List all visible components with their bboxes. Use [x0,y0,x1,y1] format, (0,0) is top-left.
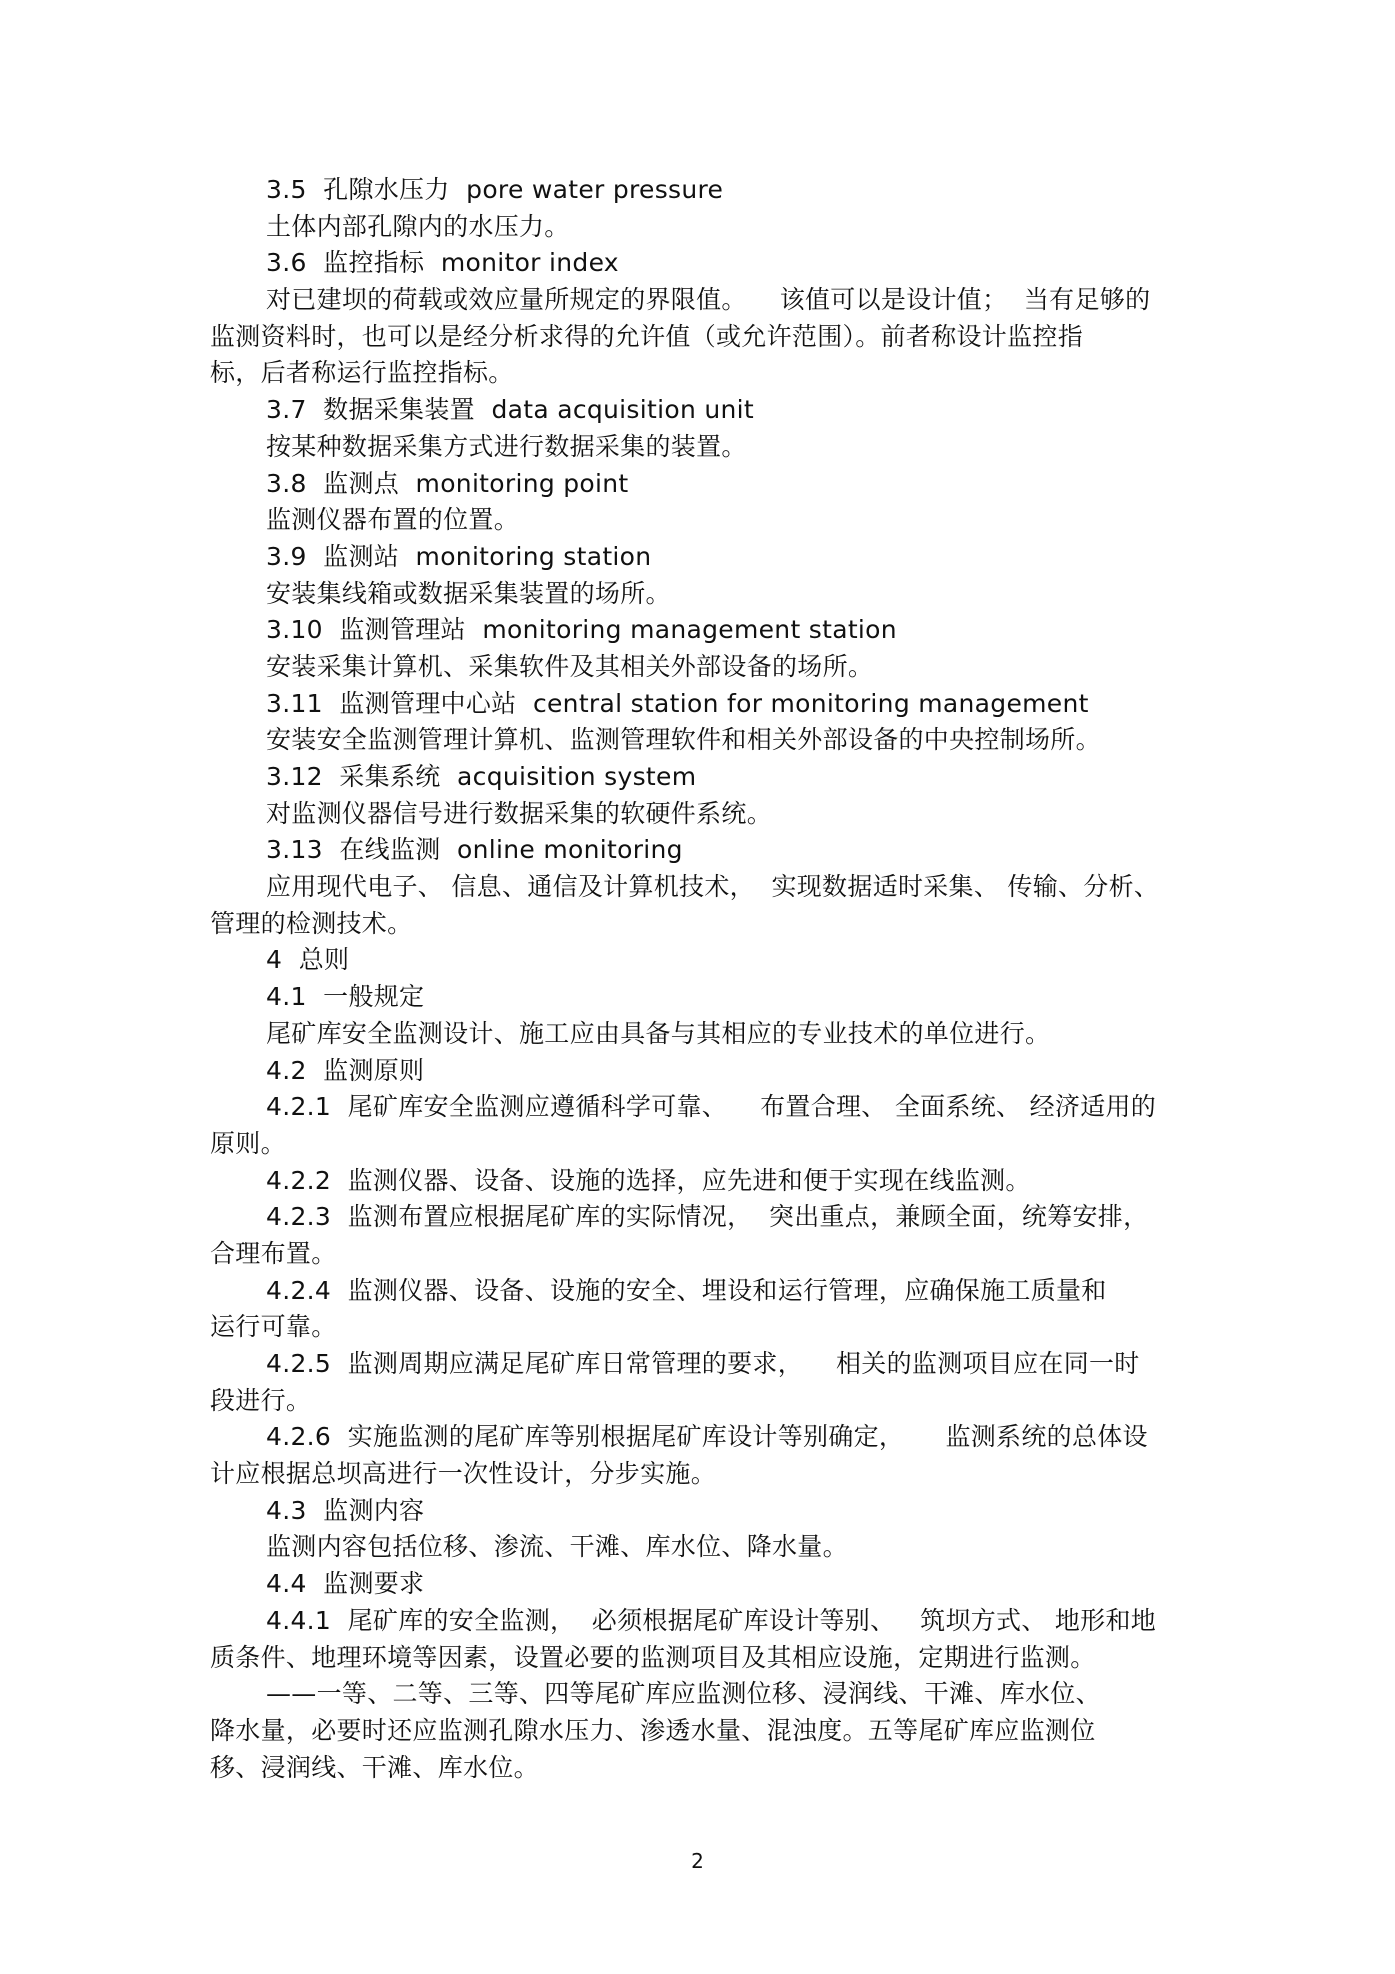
text-line: 监测仪器布置的位置。 [266,505,520,535]
text-line: 4.2.1 尾矿库安全监测应遵循科学可靠、 布置合理、 全面系统、 经济适用的 [266,1092,1157,1122]
text-line: 4.2.3 监测布置应根据尾矿库的实际情况， 突出重点，兼顾全面，统筹安排， [266,1202,1149,1232]
text-line: 尾矿库安全监测设计、施工应由具备与其相应的专业技术的单位进行。 [266,1018,1051,1048]
text-line: 安装集线箱或数据采集装置的场所。 [266,578,671,608]
text-line: 4.2.4 监测仪器、设备、设施的安全、埋设和运行管理，应确保施工质量和 [266,1275,1107,1305]
text-line: 监测资料时，也可以是经分析求得的允许值（或允许范围）。前者称设计监控指 [210,321,1084,351]
text-line: 段进行。 [210,1385,312,1415]
text-line: 土体内部孔隙内的水压力。 [266,211,570,241]
text-line: 质条件、地理环境等因素，设置必要的监测项目及其相应设施，定期进行监测。 [210,1642,1096,1672]
text-line: 合理布置。 [210,1238,337,1268]
text-line: 管理的检测技术。 [210,908,413,938]
text-line: 按某种数据采集方式进行数据采集的装置。 [266,431,747,461]
text-line: 4.2.2 监测仪器、设备、设施的选择，应先进和便于实现在线监测。 [266,1165,1031,1195]
text-line: 4.2.6 实施监测的尾矿库等别根据尾矿库设计等别确定， 监测系统的总体设 [266,1422,1148,1452]
text-line: 3.10 监测管理站 monitoring management station [266,615,897,645]
text-line: 降水量，必要时还应监测孔隙水压力、渗透水量、混浊度。五等尾矿库应监测位 [210,1715,1096,1745]
text-line: ——一等、二等、三等、四等尾矿库应监测位移、浸润线、干滩、库水位、 [266,1679,1101,1709]
text-line: 4.2 监测原则 [266,1055,425,1085]
text-line: 监测内容包括位移、渗流、干滩、库水位、降水量。 [266,1532,848,1562]
text-line: 标，后者称运行监控指标。 [210,358,514,388]
text-line: 安装安全监测管理计算机、监测管理软件和相关外部设备的中央控制场所。 [266,725,1101,755]
text-line: 3.9 监测站 monitoring station [266,541,652,571]
text-line: 4 总则 [266,945,350,975]
text-line: 应用现代电子、 信息、通信及计算机技术， 实现数据适时采集、 传输、分析、 [266,872,1160,902]
text-line: 移、浸润线、干滩、库水位。 [210,1752,539,1782]
text-line: 3.5 孔隙水压力 pore water pressure [266,175,724,204]
text-line: 对已建坝的荷载或效应量所规定的界限值。 该值可以是设计值； 当有足够的 [266,285,1151,315]
text-line: 4.4.1 尾矿库的安全监测， 必须根据尾矿库设计等别、 筑坝方式、 地形和地 [266,1605,1157,1635]
text-line: 3.6 监控指标 monitor index [266,248,619,278]
text-line: 3.8 监测点 monitoring point [266,468,629,498]
text-line: 安装采集计算机、采集软件及其相关外部设备的场所。 [266,651,874,681]
text-line: 计应根据总坝高进行一次性设计，分步实施。 [210,1459,717,1489]
document-body [210,172,1190,1786]
text-line: 4.2.5 监测周期应满足尾矿库日常管理的要求， 相关的监测项目应在同一时 [266,1349,1140,1378]
text-line: 运行可靠。 [210,1312,337,1342]
text-line: 对监测仪器信号进行数据采集的软硬件系统。 [266,798,773,828]
text-line: 原则。 [210,1128,286,1158]
text-line: 4.3 监测内容 [266,1495,425,1525]
text-line: 4.1 一般规定 [266,982,425,1012]
text-line: 4.4 监测要求 [266,1569,425,1599]
text-line: 3.12 采集系统 acquisition system [266,762,697,791]
text-line: 3.7 数据采集装置 data acquisition unit [266,395,754,425]
page-number: 2 [691,1849,704,1873]
text-line: 3.11 监测管理中心站 central station for monitoring management [266,688,1089,718]
text-line: 3.13 在线监测 online monitoring [266,835,683,865]
